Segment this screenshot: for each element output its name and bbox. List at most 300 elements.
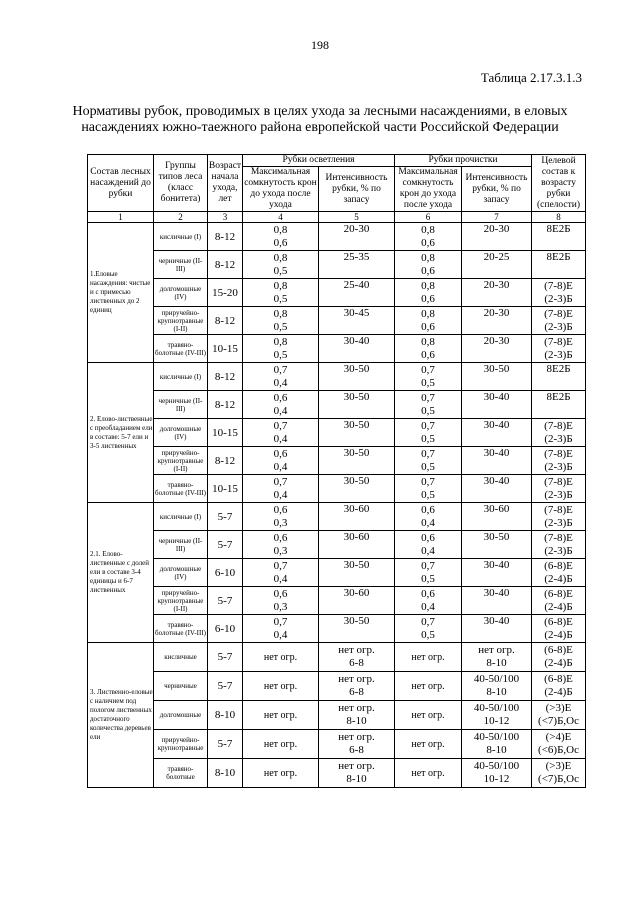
header-osv-intensity: Интенсивность рубки, % по запасу	[319, 167, 395, 212]
target-composition-top: (7-8)Е	[544, 503, 573, 516]
forest-type: кисличные (I)	[154, 503, 208, 531]
proch-crown	[395, 559, 462, 587]
osv-crown	[243, 615, 319, 643]
osv-crown-top: 0,6	[273, 587, 288, 600]
osv-intensity-value: 30-60	[343, 503, 370, 515]
target-composition-top: (7-8)Е	[544, 475, 573, 488]
osv-intensity	[319, 587, 395, 615]
start-age: 10-15	[208, 335, 243, 363]
proch-intensity	[462, 643, 532, 672]
proch-intensity	[462, 559, 532, 587]
osv-intensity-value: 30-50	[343, 559, 370, 571]
forest-type: травяно-болотные (IV-III)	[154, 615, 208, 643]
column-number: 2	[154, 212, 208, 223]
start-age: 5-7	[208, 531, 243, 559]
start-age: 8-12	[208, 223, 243, 251]
osv-crown-bottom: 0,5	[273, 320, 288, 333]
osv-crown-value: нет огр.	[263, 738, 298, 750]
osv-crown-top: 0,6	[273, 531, 288, 544]
proch-crown-bottom: 0,6	[421, 292, 435, 305]
target-composition	[532, 307, 586, 335]
proch-crown	[395, 251, 462, 279]
proch-intensity-value: 30-50	[483, 363, 510, 375]
target-composition-top: (7-8)Е	[544, 419, 573, 432]
target-composition	[532, 672, 586, 701]
table-row	[88, 475, 586, 503]
header-target-composition: Целевой состав к возрасту рубки (спелости)	[532, 155, 586, 212]
target-composition-top: (7-8)Е	[544, 279, 573, 292]
start-age: 10-15	[208, 475, 243, 503]
osv-intensity	[319, 447, 395, 475]
target-composition-top: (7-8)Е	[544, 447, 573, 460]
proch-intensity-top: 40-50/100	[473, 760, 520, 772]
osv-intensity-bottom: 6-8	[349, 686, 364, 698]
osv-crown	[243, 307, 319, 335]
proch-crown	[395, 475, 462, 503]
start-age: 5-7	[208, 587, 243, 615]
proch-intensity	[462, 531, 532, 559]
osv-intensity	[319, 531, 395, 559]
target-composition-bottom: (2-4)Б	[544, 657, 573, 669]
start-age: 8-12	[208, 363, 243, 391]
osv-intensity-value: 30-50	[343, 475, 370, 487]
osv-intensity	[319, 335, 395, 363]
proch-crown-bottom: 0,6	[421, 236, 435, 249]
proch-crown	[395, 503, 462, 531]
forest-type: травяно-болотные (IV-III)	[154, 335, 208, 363]
start-age: 6-10	[208, 559, 243, 587]
proch-intensity-bottom: 8-10	[486, 657, 507, 669]
osv-crown-top: 0,6	[273, 447, 288, 460]
table-row	[88, 419, 586, 447]
osv-crown-bottom: 0,4	[273, 572, 288, 585]
forest-type: приручейно-крупнотравные (I-II)	[154, 587, 208, 615]
column-number: 1	[88, 212, 154, 223]
osv-crown-top: 0,8	[273, 335, 288, 348]
target-composition	[532, 447, 586, 475]
proch-crown-value: нет огр.	[411, 680, 445, 692]
header-prochistka: Рубки прочистки	[395, 155, 532, 167]
osv-crown	[243, 643, 319, 672]
osv-intensity	[319, 559, 395, 587]
target-composition	[532, 559, 586, 587]
header-osv-max-crown: Максимальная сомкнутость крон до ухода после ухода	[244, 167, 317, 210]
norms-table	[87, 154, 586, 788]
target-composition	[532, 531, 586, 559]
osv-intensity-top: нет огр.	[338, 702, 375, 714]
proch-intensity-bottom: 8-10	[486, 686, 507, 698]
osv-intensity	[319, 701, 395, 730]
osv-crown-bottom: 0,4	[273, 404, 288, 417]
osv-crown-bottom: 0,4	[273, 432, 288, 445]
proch-crown	[395, 447, 462, 475]
proch-crown-top: 0,8	[421, 223, 435, 236]
table-row	[88, 672, 586, 701]
forest-type: долгомошные (IV)	[154, 559, 208, 587]
osv-intensity-value: 25-40	[343, 279, 370, 291]
proch-crown	[395, 363, 462, 391]
target-composition	[532, 615, 586, 643]
proch-intensity-value: 20-30	[483, 307, 510, 319]
target-composition	[532, 279, 586, 307]
proch-intensity	[462, 615, 532, 643]
target-composition-bottom: (2-3)Б	[544, 320, 573, 333]
proch-crown-value: нет огр.	[411, 709, 445, 721]
target-composition-bottom: (2-3)Б	[544, 460, 573, 473]
osv-intensity	[319, 643, 395, 672]
target-composition-bottom: (2-3)Б	[544, 292, 573, 305]
proch-crown-bottom: 0,5	[421, 572, 435, 585]
osv-intensity-top: нет огр.	[338, 644, 375, 656]
osv-crown	[243, 531, 319, 559]
column-number: 4	[243, 212, 319, 223]
osv-intensity	[319, 391, 395, 419]
forest-type: черничные (II-III)	[154, 391, 208, 419]
osv-intensity-value: 30-50	[343, 419, 370, 431]
osv-intensity-bottom: 8-10	[346, 715, 367, 727]
proch-intensity-value: 30-40	[483, 559, 510, 571]
target-composition-top: (6-8)Е	[544, 587, 573, 600]
table-row	[88, 643, 586, 672]
osv-crown	[243, 701, 319, 730]
target-composition-top: (6-8)Е	[544, 559, 573, 572]
column-number: 8	[532, 212, 586, 223]
proch-crown-value: нет огр.	[411, 767, 445, 779]
proch-intensity-top: 40-50/100	[473, 673, 520, 685]
proch-crown	[395, 531, 462, 559]
forest-type: приручейно-крупнотравные (I-II)	[154, 447, 208, 475]
column-number: 6	[395, 212, 462, 223]
table-row	[88, 701, 586, 730]
header-composition: Состав лесных насаждений до рубки	[88, 155, 154, 212]
osv-intensity	[319, 251, 395, 279]
proch-crown-value: нет огр.	[411, 651, 445, 663]
start-age: 5-7	[208, 730, 243, 759]
proch-crown-bottom: 0,5	[421, 376, 435, 389]
target-composition-bottom: (2-3)Б	[544, 516, 573, 529]
proch-crown-bottom: 0,4	[421, 544, 435, 557]
proch-crown-top: 0,7	[421, 419, 435, 432]
proch-crown	[395, 615, 462, 643]
target-composition-value: 8Е2Б	[546, 363, 571, 375]
proch-intensity-value: 30-40	[483, 475, 510, 487]
osv-intensity	[319, 307, 395, 335]
proch-crown-top: 0,8	[421, 307, 435, 320]
osv-crown-top: 0,7	[273, 363, 288, 376]
forest-group-name: 2.1. Елово-лиственные с долей ели в составе 3-4 единицы и 6-7 лиственных	[88, 503, 154, 643]
proch-crown	[395, 701, 462, 730]
target-composition-bottom: (2-3)Б	[544, 348, 573, 361]
osv-crown-top: 0,8	[273, 307, 288, 320]
column-number: 5	[319, 212, 395, 223]
proch-intensity-value: 30-50	[483, 531, 510, 543]
proch-intensity	[462, 475, 532, 503]
header-forest-types: Группы типов леса (класс бонитета)	[154, 155, 208, 212]
osv-crown	[243, 672, 319, 701]
proch-crown-top: 0,7	[421, 475, 435, 488]
proch-intensity-value: 30-40	[483, 419, 510, 431]
start-age: 8-10	[208, 759, 243, 788]
target-composition-bottom: (2-4)Б	[544, 600, 573, 613]
proch-intensity	[462, 419, 532, 447]
proch-intensity	[462, 503, 532, 531]
proch-intensity	[462, 672, 532, 701]
forest-type: долгомошные (IV)	[154, 419, 208, 447]
target-composition	[532, 475, 586, 503]
start-age: 8-10	[208, 701, 243, 730]
proch-intensity-value: 30-40	[483, 447, 510, 459]
forest-type: кисличные	[154, 643, 208, 672]
proch-crown-top: 0,7	[421, 363, 435, 376]
osv-intensity	[319, 419, 395, 447]
proch-intensity	[462, 391, 532, 419]
proch-crown-bottom: 0,4	[421, 516, 435, 529]
proch-intensity-value: 20-30	[483, 223, 510, 235]
osv-intensity-value: 30-50	[343, 447, 370, 459]
proch-crown-top: 0,6	[421, 503, 435, 516]
osv-crown-value: нет огр.	[263, 680, 298, 692]
osv-intensity-value: 30-45	[343, 307, 370, 319]
target-composition-bottom: (<6)Б,Ос	[538, 744, 579, 756]
osv-crown-bottom: 0,3	[273, 544, 288, 557]
forest-type: кисличные (I)	[154, 223, 208, 251]
osv-crown	[243, 587, 319, 615]
osv-intensity-bottom: 8-10	[346, 773, 367, 785]
osv-crown-bottom: 0,4	[273, 628, 288, 641]
proch-intensity-top: 40-50/100	[473, 702, 520, 714]
target-composition-top: (>3)Е	[545, 702, 572, 714]
target-composition-top: (6-8)Е	[544, 615, 573, 628]
table-row	[88, 615, 586, 643]
table-row	[88, 307, 586, 335]
proch-crown-top: 0,8	[421, 335, 435, 348]
target-composition-top: (6-8)Е	[544, 644, 573, 656]
osv-intensity-top: нет огр.	[338, 760, 375, 772]
column-numbers-row	[88, 212, 586, 223]
proch-crown	[395, 335, 462, 363]
start-age: 5-7	[208, 503, 243, 531]
osv-intensity	[319, 615, 395, 643]
proch-intensity-value: 30-40	[483, 391, 510, 403]
target-composition-top: (>4)Е	[545, 731, 572, 743]
start-age: 10-15	[208, 419, 243, 447]
forest-group-name: 3. Лиственно-еловые с наличием под пологом лиственных достаточного количества деревьев ели	[88, 643, 154, 788]
osv-intensity	[319, 223, 395, 251]
target-composition-bottom: (2-3)Б	[544, 544, 573, 557]
osv-intensity	[319, 475, 395, 503]
target-composition	[532, 335, 586, 363]
forest-type: травяно-болотные	[154, 759, 208, 788]
start-age: 8-12	[208, 307, 243, 335]
proch-crown-bottom: 0,6	[421, 348, 435, 361]
osv-crown-bottom: 0,6	[273, 236, 288, 249]
proch-intensity	[462, 363, 532, 391]
table-row	[88, 335, 586, 363]
osv-intensity	[319, 363, 395, 391]
osv-intensity-value: 30-50	[343, 363, 370, 375]
table-number: Таблица 2.17.3.1.3	[480, 70, 582, 85]
proch-crown-bottom: 0,5	[421, 628, 435, 641]
osv-intensity	[319, 672, 395, 701]
osv-crown-bottom: 0,4	[273, 460, 288, 473]
osv-crown-top: 0,8	[273, 223, 288, 236]
osv-intensity	[319, 503, 395, 531]
start-age: 6-10	[208, 615, 243, 643]
start-age: 8-12	[208, 251, 243, 279]
proch-intensity	[462, 587, 532, 615]
proch-intensity	[462, 335, 532, 363]
table-row	[88, 391, 586, 419]
proch-crown-top: 0,7	[421, 447, 435, 460]
osv-intensity-bottom: 6-8	[349, 744, 364, 756]
start-age: 5-7	[208, 643, 243, 672]
osv-crown-top: 0,7	[273, 559, 288, 572]
table-row	[88, 531, 586, 559]
target-composition-bottom: (2-4)Б	[544, 686, 573, 698]
target-composition	[532, 363, 586, 391]
osv-crown	[243, 475, 319, 503]
table-row	[88, 759, 586, 788]
proch-crown	[395, 587, 462, 615]
table-row	[88, 587, 586, 615]
proch-crown-bottom: 0,5	[421, 432, 435, 445]
target-composition	[532, 587, 586, 615]
target-composition	[532, 643, 586, 672]
proch-intensity-value: 20-25	[483, 251, 510, 263]
proch-intensity-bottom: 10-12	[483, 715, 510, 727]
osv-intensity-value: 20-30	[343, 223, 370, 235]
osv-crown	[243, 335, 319, 363]
proch-crown	[395, 672, 462, 701]
target-composition-value: 8Е2Б	[546, 223, 571, 235]
osv-crown-value: нет огр.	[263, 709, 298, 721]
forest-type: черничные (II-III)	[154, 251, 208, 279]
target-composition-bottom: (2-3)Б	[544, 432, 573, 445]
page-number: 198	[311, 38, 329, 52]
target-composition	[532, 223, 586, 251]
proch-intensity-value: 30-60	[483, 503, 510, 515]
table-row	[88, 223, 586, 251]
proch-intensity	[462, 730, 532, 759]
proch-intensity-top: 40-50/100	[473, 731, 520, 743]
forest-type: кисличные (I)	[154, 363, 208, 391]
proch-crown	[395, 730, 462, 759]
target-composition-top: (7-8)Е	[544, 335, 573, 348]
osv-crown-value: нет огр.	[263, 767, 298, 779]
target-composition-value: 8Е2Б	[546, 251, 571, 263]
header-proch-max-crown: Максимальная сомкнутость крон до ухода после ухода	[395, 167, 462, 212]
proch-crown-bottom: 0,4	[421, 600, 435, 613]
forest-type: приручейно-крупнотравные	[154, 730, 208, 759]
osv-intensity	[319, 759, 395, 788]
proch-crown	[395, 643, 462, 672]
osv-crown-bottom: 0,3	[273, 516, 288, 529]
proch-intensity	[462, 447, 532, 475]
osv-crown-bottom: 0,5	[273, 292, 288, 305]
osv-crown-bottom: 0,5	[273, 348, 288, 361]
proch-intensity-bottom: 10-12	[483, 773, 510, 785]
osv-intensity-value: 30-50	[343, 615, 370, 627]
table-row	[88, 730, 586, 759]
forest-type: черничные	[154, 672, 208, 701]
proch-crown-bottom: 0,5	[421, 404, 435, 417]
osv-intensity-value: 30-50	[343, 391, 370, 403]
proch-crown-bottom: 0,5	[421, 460, 435, 473]
table-row	[88, 251, 586, 279]
osv-crown	[243, 419, 319, 447]
proch-crown-bottom: 0,5	[421, 488, 435, 501]
header-start-age: Возраст начала ухода, лет	[208, 155, 243, 212]
proch-intensity	[462, 251, 532, 279]
osv-intensity-bottom: 6-8	[349, 657, 364, 669]
osv-crown-top: 0,7	[273, 615, 288, 628]
proch-crown-top: 0,6	[421, 531, 435, 544]
forest-group-name: 1.Еловые насаждения: чистые и с примесью лиственных до 2 единиц	[88, 223, 154, 363]
target-composition-top: (7-8)Е	[544, 307, 573, 320]
table-row	[88, 447, 586, 475]
osv-crown	[243, 363, 319, 391]
proch-crown-value: нет огр.	[411, 738, 445, 750]
proch-crown-bottom: 0,6	[421, 264, 435, 277]
target-composition	[532, 391, 586, 419]
proch-intensity-bottom: 8-10	[486, 744, 507, 756]
target-composition-top: (>3)Е	[545, 760, 572, 772]
osv-crown-top: 0,6	[273, 503, 288, 516]
target-composition-bottom: (2-4)Б	[544, 628, 573, 641]
target-composition	[532, 701, 586, 730]
osv-intensity-value: 30-60	[343, 531, 370, 543]
table-title: Нормативы рубок, проводимых в целях ухода за лесными насаждениями, в еловых насаждениях южно-таежного района европейской части Российской Федерации	[72, 104, 568, 135]
osv-crown-top: 0,8	[273, 251, 288, 264]
osv-crown-value: нет огр.	[263, 651, 298, 663]
proch-crown-top: 0,7	[421, 391, 435, 404]
proch-intensity-top: нет огр.	[478, 644, 515, 656]
osv-intensity-value: 30-40	[343, 335, 370, 347]
target-composition-bottom: (<7)Б,Ос	[538, 773, 579, 785]
osv-intensity-top: нет огр.	[338, 731, 375, 743]
target-composition-value: 8Е2Б	[546, 391, 571, 403]
start-age: 8-12	[208, 391, 243, 419]
proch-intensity-value: 20-30	[483, 335, 510, 347]
target-composition-bottom: (2-3)Б	[544, 488, 573, 501]
target-composition	[532, 730, 586, 759]
column-number: 3	[208, 212, 243, 223]
proch-intensity	[462, 279, 532, 307]
column-number: 7	[462, 212, 532, 223]
table-row	[88, 363, 586, 391]
proch-intensity	[462, 307, 532, 335]
osv-crown-bottom: 0,4	[273, 376, 288, 389]
table-row	[88, 279, 586, 307]
start-age: 8-12	[208, 447, 243, 475]
forest-type: травяно-болотные (IV-III)	[154, 475, 208, 503]
table-row	[88, 503, 586, 531]
osv-crown	[243, 251, 319, 279]
osv-crown	[243, 759, 319, 788]
osv-intensity-top: нет огр.	[338, 673, 375, 685]
osv-crown	[243, 391, 319, 419]
osv-crown-bottom: 0,3	[273, 600, 288, 613]
proch-crown-top: 0,8	[421, 279, 435, 292]
start-age: 15-20	[208, 279, 243, 307]
target-composition	[532, 503, 586, 531]
target-composition-top: (6-8)Е	[544, 673, 573, 685]
proch-intensity-value: 20-30	[483, 279, 510, 291]
osv-crown	[243, 503, 319, 531]
osv-crown	[243, 559, 319, 587]
proch-intensity-value: 30-40	[483, 587, 510, 599]
osv-crown-top: 0,7	[273, 475, 288, 488]
